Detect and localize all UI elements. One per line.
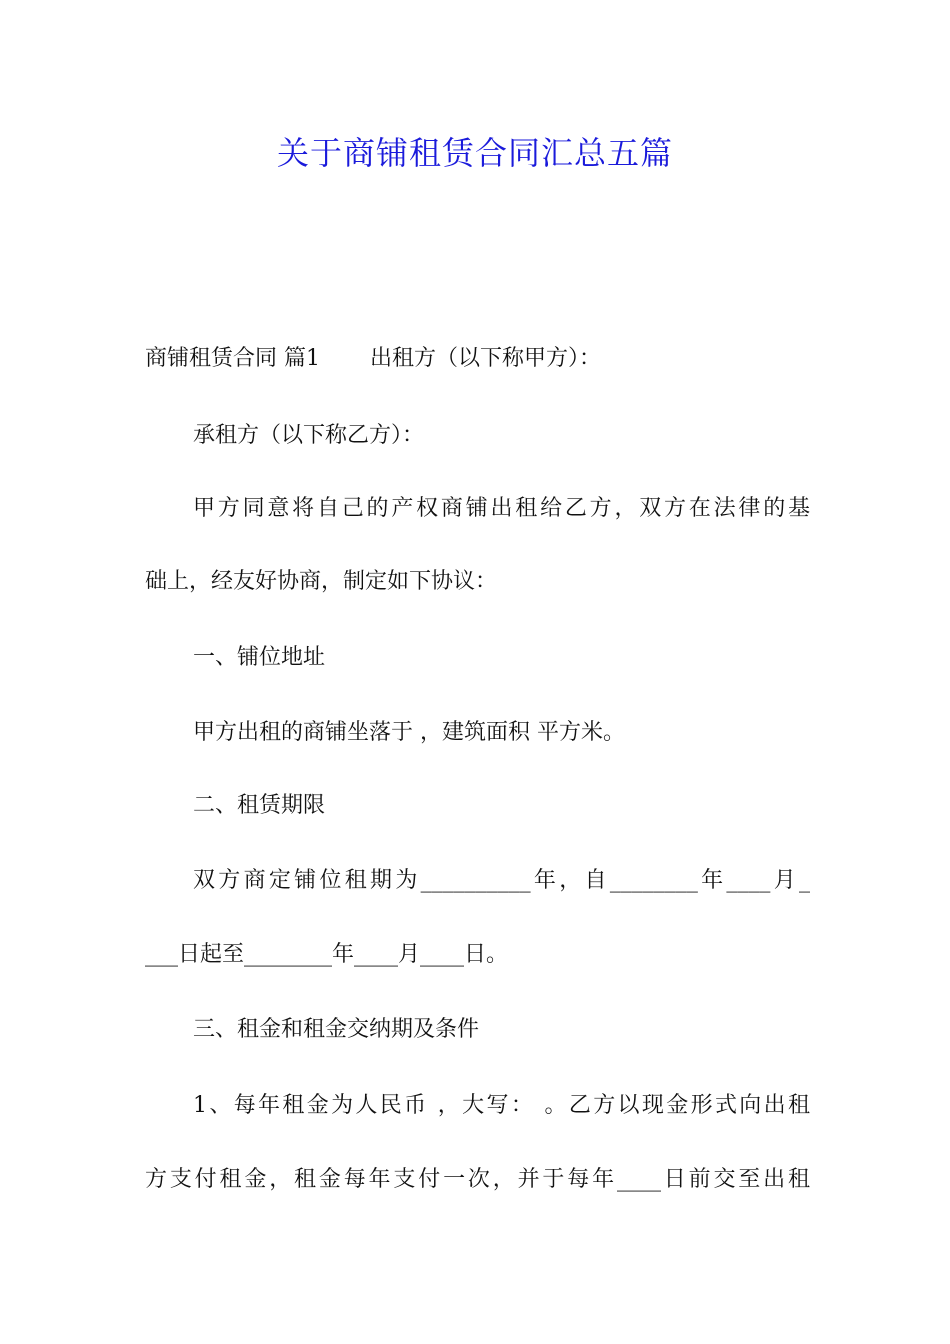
paragraph-line: ___日起至________年____月____日。 xyxy=(145,942,509,967)
paragraph-line: 1、每年租金为人民币 ，大写： 。乙方以现金形式向出租 xyxy=(193,1093,810,1118)
paragraph-line: 甲方出租的商铺坐落于 ，建筑面积 平方米。 xyxy=(193,720,625,745)
lessor-line: 出租方（以下称甲方）： xyxy=(370,346,602,371)
paragraph-line xyxy=(145,344,810,374)
section-heading: 一、铺位地址 xyxy=(193,645,326,670)
paragraph-line: 础上，经友好协商，制定如下协议： xyxy=(145,569,498,594)
section-heading: 二、租赁期限 xyxy=(193,793,326,818)
paragraph-line: 甲方同意将自己的产权商铺出租给乙方，双方在法律的基 xyxy=(193,496,810,521)
section-heading: 三、租金和租金交纳期及条件 xyxy=(193,1017,480,1042)
paragraph-line: 方支付租金，租金每年支付一次，并于每年____日前交至出租 xyxy=(145,1167,810,1192)
document-title: 关于商铺租赁合同汇总五篇 xyxy=(276,134,673,172)
section-label: 商铺租赁合同 篇1 xyxy=(145,346,320,371)
lessee-line: 承租方（以下称乙方）： xyxy=(193,423,425,448)
paragraph-line: 双方商定铺位租期为__________年，自________年____月_ xyxy=(193,868,810,893)
